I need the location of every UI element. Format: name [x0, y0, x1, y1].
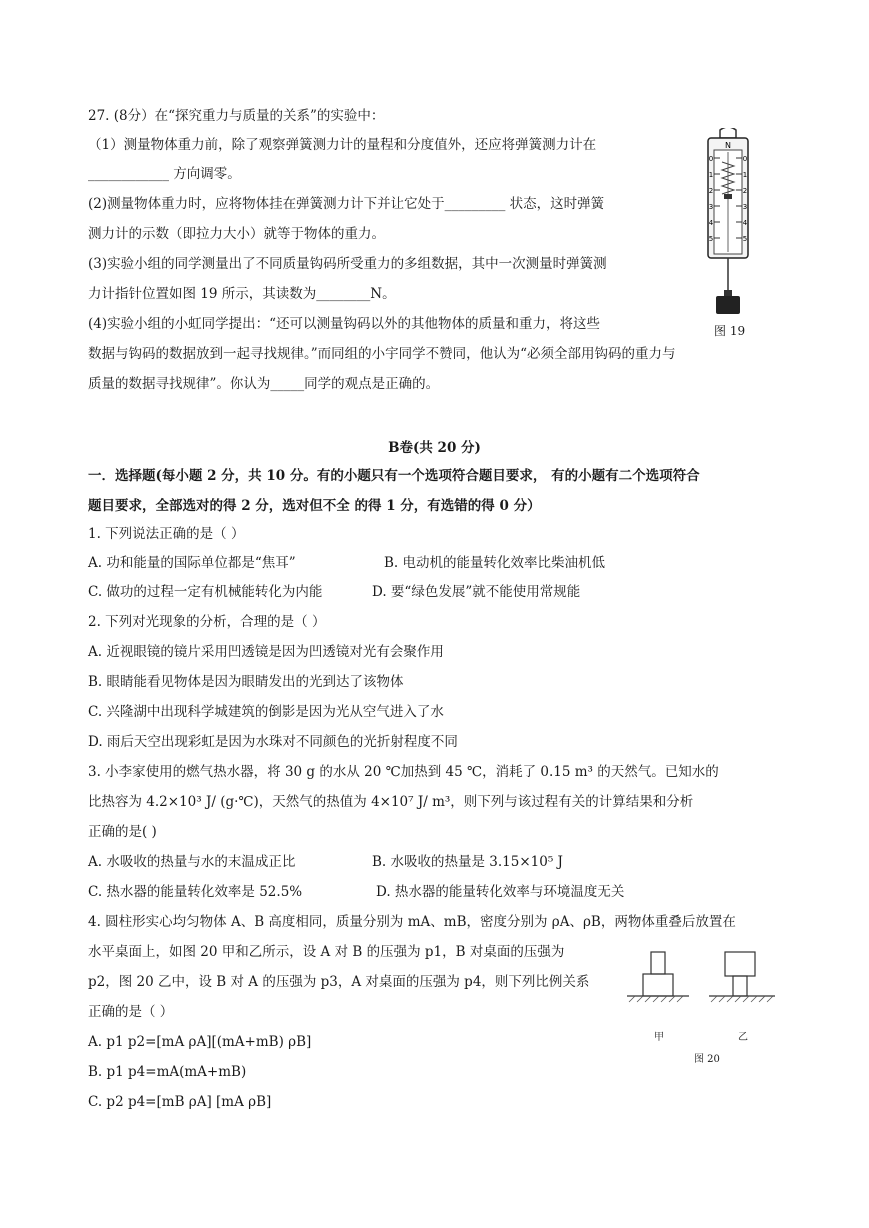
figure-20-caption: 图 20: [694, 1054, 720, 1065]
q27-part1-line1: （1）测量物体重力前，除了观察弹簧测力计的量程和分度值外，还应将弹簧测力计在: [88, 137, 597, 153]
part-b-title: B卷(共 20 分): [388, 440, 481, 456]
q2-option-d: D. 雨后天空出现彩虹是因为水珠对不同颜色的光折射程度不同: [88, 734, 458, 750]
q3-option-b: B. 水吸收的热量是 3.15×10⁵ J: [372, 854, 563, 870]
scale-tick-label: 3: [708, 203, 714, 211]
q3-option-c: C. 热水器的能量转化效率是 52.5%: [88, 884, 303, 900]
scale-tick-label: 2: [708, 187, 714, 195]
q27-part4-line1: (4)实验小组的小虹同学提出：“还可以测量钩码以外的其他物体的质量和重力，将这些: [88, 316, 601, 332]
q3-option-a: A. 水吸收的热量与水的末温成正比: [88, 854, 296, 870]
scale-tick-label: 4: [708, 219, 714, 227]
spring-scale-figure: [698, 128, 758, 318]
figure-20-yi: [709, 952, 775, 1002]
scale-tick-label: 1: [742, 171, 748, 179]
stacked-cylinders-figure: [625, 938, 795, 1018]
q3-stem-line1: 3. 小李家使用的燃气热水器，将 30 g 的水从 20 ℃加热到 45 ℃，消耗了 0.15 m³ 的天然气。已知水的: [88, 764, 719, 780]
q27-part4-line2: 数据与钩码的数据放到一起寻找规律。”而同组的小宇同学不赞同，他认为“必须全部用钩码的重力与: [88, 346, 676, 362]
q3-option-d: D. 热水器的能量转化效率与环境温度无关: [376, 884, 625, 900]
scale-tick-label: 5: [742, 235, 748, 243]
q4-stem-line4: 正确的是（ ）: [88, 1004, 174, 1020]
q27-part2-line2: 测力计的示数（即拉力大小）就等于物体的重力。: [88, 226, 385, 242]
q1-option-d: D. 要“绿色发展”就不能使用常规能: [372, 584, 581, 600]
scale-tick-label: 0: [708, 155, 714, 163]
scale-unit-label: N: [725, 141, 731, 150]
q2-option-c: C. 兴隆湖中出现科学城建筑的倒影是因为光从空气进入了水: [88, 704, 444, 720]
q1-option-b: B. 电动机的能量转化效率比柴油机低: [384, 555, 606, 571]
q1-option-c: C. 做功的过程一定有机械能转化为内能: [88, 584, 323, 600]
q2-stem: 2. 下列对光现象的分析，合理的是（ ）: [88, 614, 326, 630]
q1-option-a: A. 功和能量的国际单位都是“焦耳”: [88, 555, 296, 571]
q27-title: 27. (8分）在“探究重力与质量的关系”的实验中：: [88, 108, 385, 124]
scale-tick-label: 0: [742, 155, 748, 163]
q27-part1-line2: ____________ 方向调零。: [88, 166, 241, 182]
scale-tick-label: 3: [742, 203, 748, 211]
q4-stem-line3: p2，图 20 乙中，设 B 对 A 的压强为 p3，A 对桌面的压强为 p4，则下列比例关系: [88, 974, 590, 990]
q4-option-b: B. p1 p4=mA(mA+mB): [88, 1064, 247, 1080]
q3-stem-line2: 比热容为 4.2×10³ J/ (g·℃)，天然气的热值为 4×10⁷ J/ m³，则下列与该过程有关的计算结果和分析: [88, 794, 694, 810]
q27-part4-line3: 质量的数据寻找规律”。你认为_____同学的观点是正确的。: [88, 376, 440, 392]
figure-20-jia: [627, 952, 689, 1002]
q4-stem-line2: 水平桌面上，如图 20 甲和乙所示，设 A 对 B 的压强为 p1，B 对桌面的压强为: [88, 944, 565, 960]
scale-tick-label: 4: [742, 219, 748, 227]
figure-19-caption: 图 19: [714, 324, 746, 338]
q4-option-c: C. p2 p4=[mB ρA] [mA ρB]: [88, 1094, 272, 1110]
q2-option-b: B. 眼睛能看见物体是因为眼睛发出的光到达了该物体: [88, 674, 404, 690]
q27-part3-line2: 力计指针位置如图 19 所示，其读数为________N。: [88, 286, 396, 302]
scale-tick-label: 2: [742, 187, 748, 195]
q27-part3-line1: (3)实验小组的同学测量出了不同质量钩码所受重力的多组数据，其中一次测量时弹簧测: [88, 256, 607, 272]
q1-stem: 1. 下列说法正确的是（ ）: [88, 526, 245, 542]
scale-tick-label: 1: [708, 171, 714, 179]
q4-stem-line1: 4. 圆柱形实心均匀物体 A、B 高度相同，质量分别为 mA、mB，密度分别为 ρA、ρB，两物体重叠后放置在: [88, 914, 736, 930]
figure-20-label-jia: 甲: [654, 1032, 664, 1043]
scale-tick-label: 5: [708, 235, 714, 243]
q3-stem-line3: 正确的是( ): [88, 824, 157, 840]
q4-option-a: A. p1 p2=[mA ρA][(mA+mB) ρB]: [88, 1034, 312, 1050]
q27-part2-line1: (2)测量物体重力时，应将物体挂在弹簧测力计下并让它处于_________ 状态，这时弹簧: [88, 196, 605, 212]
figure-20-label-yi: 乙: [738, 1032, 748, 1043]
q2-option-a: A. 近视眼镜的镜片采用凹透镜是因为凹透镜对光有会聚作用: [88, 644, 444, 660]
part-b-instructions-line1: 一．选择题(每小题 2 分，共 10 分。有的小题只有一个选项符合题目要求， 有的小题有二个选项符合: [88, 468, 700, 484]
part-b-instructions-line2: 题目要求，全部选对的得 2 分，选对但不全 的得 1 分，有选错的得 0 分）: [88, 498, 541, 514]
